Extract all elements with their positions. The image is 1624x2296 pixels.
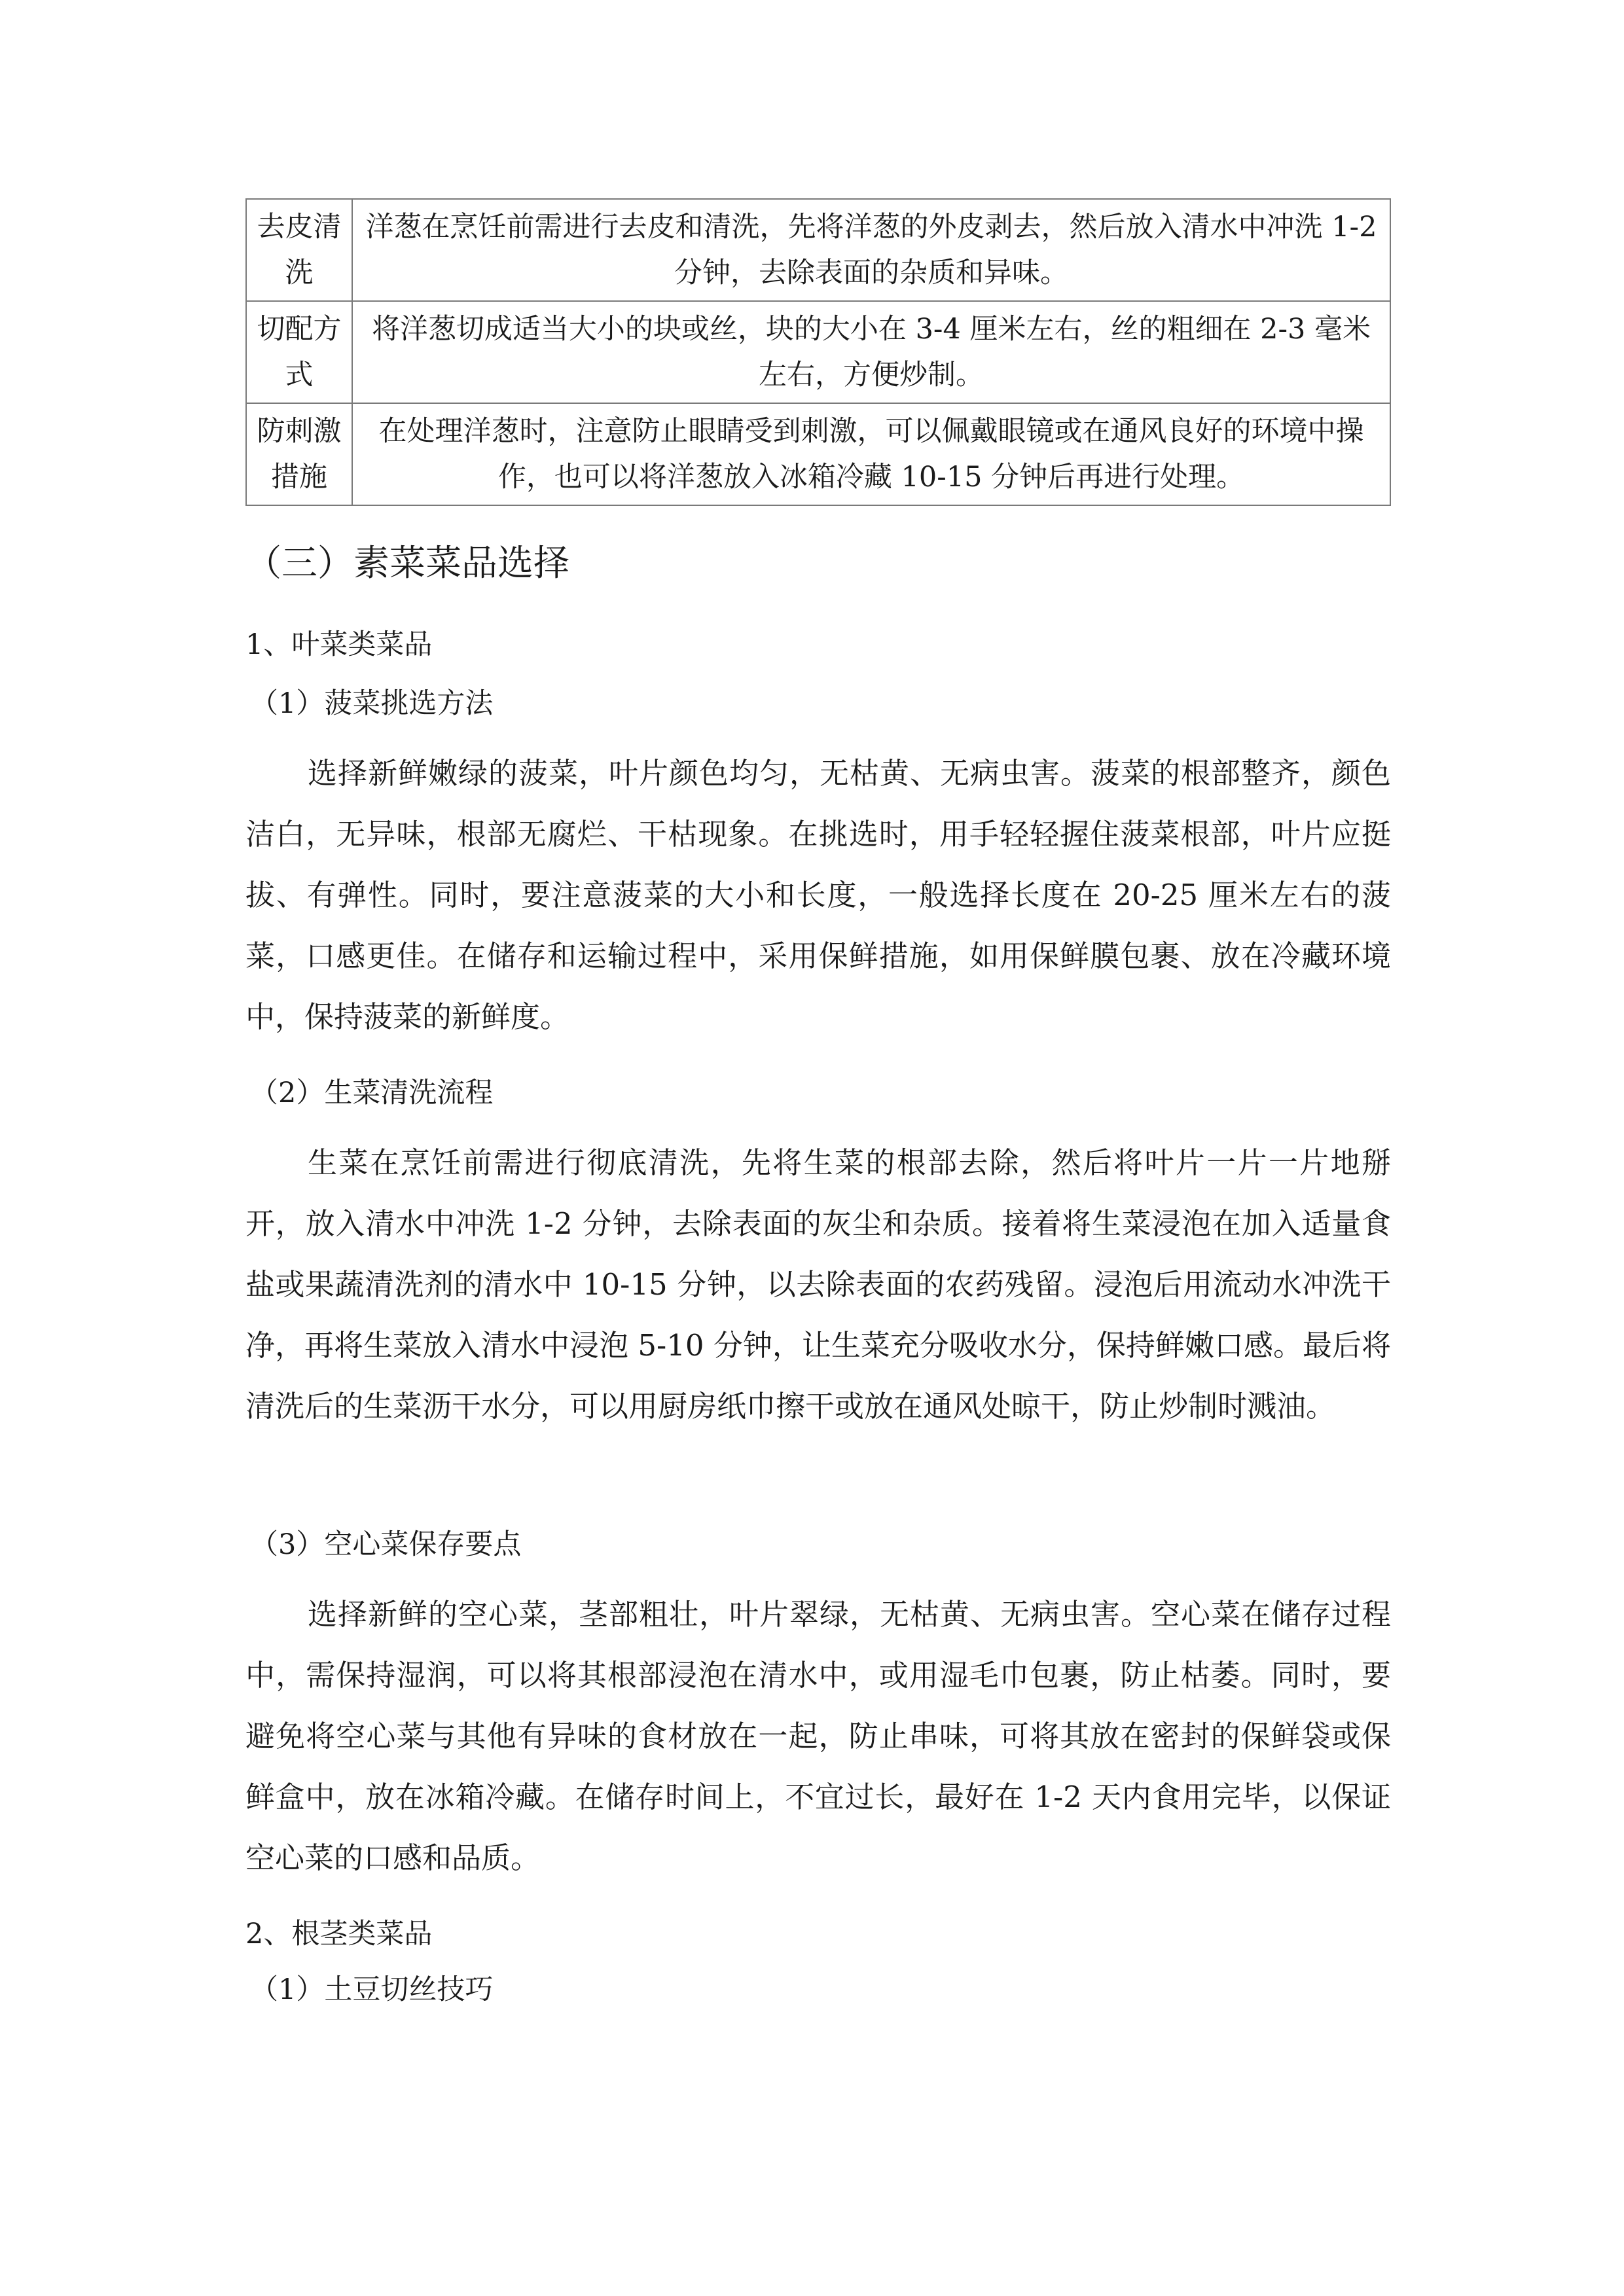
onion-processing-table — [245, 198, 1391, 506]
leafy-vegetables-heading: 1、叶菜类菜品 — [245, 628, 433, 661]
table-row — [246, 403, 1390, 505]
lettuce-paragraph: 生菜在烹饪前需进行彻底清洗，先将生菜的根部去除，然后将叶片一片一片地掰开，放入清水中冲洗 1-2 分钟，去除表面的灰尘和杂质。接着将生菜浸泡在加入适量食盐或果蔬清洗剂的清水中 10-15 分钟，以去除表面的农药残留。浸泡后用流动水冲洗干净，再将生菜放入清水中浸泡 5-10 分钟，让生菜充分吸收水分，保持鲜嫩口感。最后将清洗后的生菜沥干水分，可以用厨房纸巾擦干或放在通风处晾干，防止炒制时溅油。 — [245, 1145, 1391, 1424]
table-row — [246, 301, 1390, 403]
lettuce-heading: （2）生菜清洗流程 — [250, 1077, 494, 1109]
water-spinach-paragraph: 选择新鲜的空心菜，茎部粗壮，叶片翠绿，无枯黄、无病虫害。空心菜在储存过程中，需保持湿润，可以将其根部浸泡在清水中，或用湿毛巾包裹，防止枯萎。同时，要避免将空心菜与其他有异味的食材放在一起，防止串味，可将其放在密封的保鲜袋或保鲜盒中，放在冰箱冷藏。在储存时间上，不宜过长，最好在 1-2 天内食用完毕，以保证空心菜的口感和品质。 — [245, 1597, 1391, 1875]
table-cell-value: 洋葱在烹饪前需进行去皮和清洗，先将洋葱的外皮剥去，然后放入清水中冲洗 1-2 分钟，去除表面的杂质和异味。 — [352, 199, 1390, 301]
water-spinach-heading: （3）空心菜保存要点 — [250, 1528, 522, 1561]
spinach-heading: （1）菠菜挑选方法 — [250, 687, 494, 720]
table-cell-key: 切配方式 — [246, 301, 352, 403]
potato-heading: （1）土豆切丝技巧 — [250, 1973, 494, 2006]
root-vegetables-heading: 2、根茎类菜品 — [245, 1918, 433, 1950]
table-row — [246, 199, 1390, 301]
table-cell-value: 将洋葱切成适当大小的块或丝，块的大小在 3-4 厘米左右，丝的粗细在 2-3 毫米左右，方便炒制。 — [352, 301, 1390, 403]
table-cell-value: 在处理洋葱时，注意防止眼睛受到刺激，可以佩戴眼镜或在通风良好的环境中操作，也可以将洋葱放入冰箱冷藏 10-15 分钟后再进行处理。 — [352, 403, 1390, 505]
table-cell-key: 防刺激措施 — [246, 403, 352, 505]
section-heading: （三）素菜菜品选择 — [245, 542, 570, 584]
spinach-paragraph: 选择新鲜嫩绿的菠菜，叶片颜色均匀，无枯黄、无病虫害。菠菜的根部整齐，颜色洁白，无异味，根部无腐烂、干枯现象。在挑选时，用手轻轻握住菠菜根部，叶片应挺拔、有弹性。同时，要注意菠菜的大小和长度，一般选择长度在 20-25 厘米左右的菠菜，口感更佳。在储存和运输过程中，采用保鲜措施，如用保鲜膜包裹、放在冷藏环境中，保持菠菜的新鲜度。 — [245, 756, 1391, 1034]
table-cell-key: 去皮清洗 — [246, 199, 352, 301]
